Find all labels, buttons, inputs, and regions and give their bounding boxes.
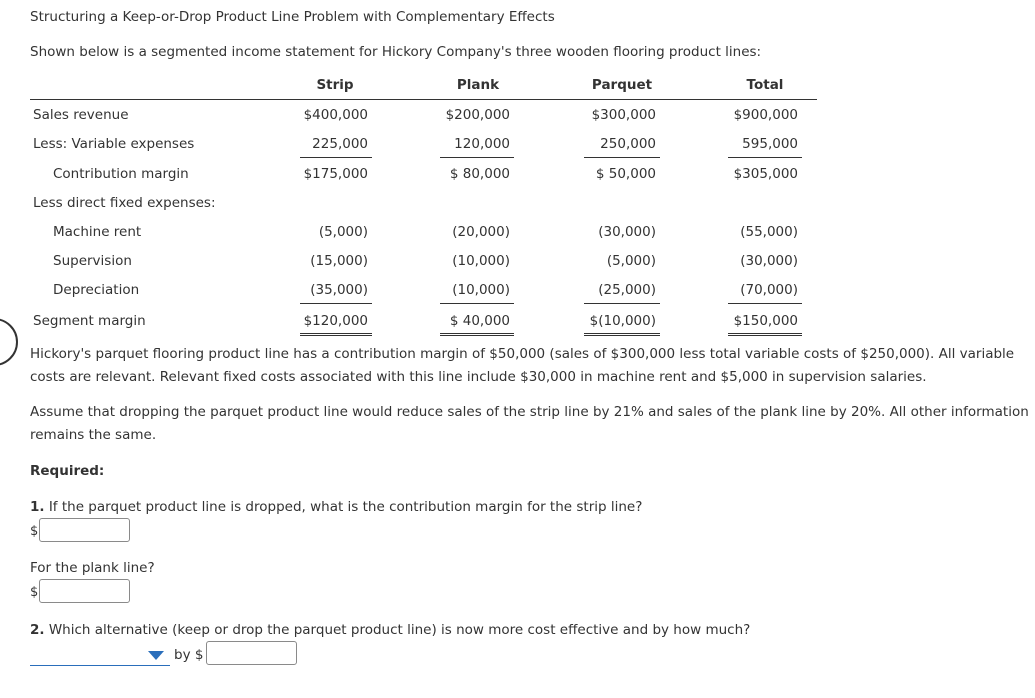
table-cell: (25,000) <box>598 282 656 298</box>
alternative-dropdown[interactable] <box>30 665 170 666</box>
table-cell: 120,000 <box>454 136 510 152</box>
question-2-text: Which alternative (keep or drop the parquet product line) is now more cost effective and by how much? <box>48 622 751 638</box>
table-cell: (5,000) <box>606 253 656 269</box>
question-1 <box>30 499 642 515</box>
table-cell: (70,000) <box>740 282 798 298</box>
required-heading: Required: <box>30 463 105 479</box>
row-label: Contribution margin <box>53 166 189 182</box>
table-cell: $ 80,000 <box>449 166 510 182</box>
table-cell: (20,000) <box>452 224 510 240</box>
table-cell: $175,000 <box>303 166 368 182</box>
table-cell: $(10,000) <box>589 313 656 329</box>
table-cell: (30,000) <box>740 253 798 269</box>
total-double-rule <box>300 333 372 336</box>
table-cell: 250,000 <box>600 136 656 152</box>
by-dollar-label: by $ <box>174 647 204 663</box>
row-label: Sales revenue <box>33 107 129 123</box>
table-cell: 225,000 <box>312 136 368 152</box>
col-header-total: Total <box>746 77 784 93</box>
row-label: Less: Variable expenses <box>33 136 195 152</box>
dollar-sign: $ <box>30 524 39 539</box>
dollar-sign: $ <box>30 585 39 600</box>
table-cell: (30,000) <box>598 224 656 240</box>
total-double-rule <box>728 333 802 336</box>
table-cell: $ 40,000 <box>449 313 510 329</box>
subtotal-rule <box>728 303 802 304</box>
plank-cm-input[interactable] <box>39 579 130 603</box>
question-2 <box>30 622 750 638</box>
intro-text: Shown below is a segmented income statement for Hickory Company's three wooden flooring product lines: <box>30 44 762 60</box>
paragraph-parquet: Hickory's parquet flooring product line has a contribution margin of $50,000 (sales of $300,000 less total variable costs of $250,000). All variable costs are relevant. Relevant fixed costs associated with this line include $30,000 in machine rent and $5,000 in supervision salaries. <box>30 346 1015 385</box>
row-label: Segment margin <box>33 313 146 329</box>
total-double-rule <box>440 333 514 336</box>
header-rule <box>30 99 817 100</box>
subtotal-rule <box>584 157 660 158</box>
nav-circle-icon[interactable] <box>0 318 18 366</box>
subtotal-rule <box>300 303 372 304</box>
subtotal-rule <box>300 157 372 158</box>
col-header-parquet: Parquet <box>591 77 653 93</box>
dropdown-arrow-icon[interactable] <box>148 651 164 660</box>
question-2-number: 2. <box>30 622 45 638</box>
question-1-number: 1. <box>30 499 45 515</box>
table-cell: $ 50,000 <box>595 166 656 182</box>
row-label: Machine rent <box>53 224 142 240</box>
table-cell: (10,000) <box>452 282 510 298</box>
table-cell: $305,000 <box>733 166 798 182</box>
table-cell: $900,000 <box>733 107 798 123</box>
question-1b-text: For the plank line? <box>30 560 155 576</box>
table-cell: (35,000) <box>310 282 368 298</box>
subtotal-rule <box>440 157 514 158</box>
row-label: Supervision <box>53 253 132 269</box>
table-cell: $200,000 <box>445 107 510 123</box>
col-header-strip: Strip <box>316 77 354 93</box>
row-label: Depreciation <box>53 282 140 298</box>
total-double-rule <box>584 333 660 336</box>
subtotal-rule <box>440 303 514 304</box>
table-cell: (15,000) <box>310 253 368 269</box>
table-cell: (5,000) <box>318 224 368 240</box>
page-title: Structuring a Keep-or-Drop Product Line Problem with Complementary Effects <box>30 9 555 25</box>
table-cell: $300,000 <box>591 107 656 123</box>
table-cell: $400,000 <box>303 107 368 123</box>
table-cell: (10,000) <box>452 253 510 269</box>
subtotal-rule <box>728 157 802 158</box>
paragraph-assumption: Assume that dropping the parquet product line would reduce sales of the strip line by 21% and sales of the plank line by 20%. All other information remains the same. <box>30 404 1029 443</box>
table-cell: $150,000 <box>733 313 798 329</box>
col-header-plank: Plank <box>456 77 500 93</box>
row-label: Less direct fixed expenses: <box>33 195 216 211</box>
table-cell: $120,000 <box>303 313 368 329</box>
table-cell: (55,000) <box>740 224 798 240</box>
question-1-text: If the parquet product line is dropped, what is the contribution margin for the strip line? <box>48 499 643 515</box>
strip-cm-input[interactable] <box>39 518 130 542</box>
difference-amount-input[interactable] <box>206 641 297 665</box>
subtotal-rule <box>584 303 660 304</box>
table-cell: 595,000 <box>742 136 798 152</box>
